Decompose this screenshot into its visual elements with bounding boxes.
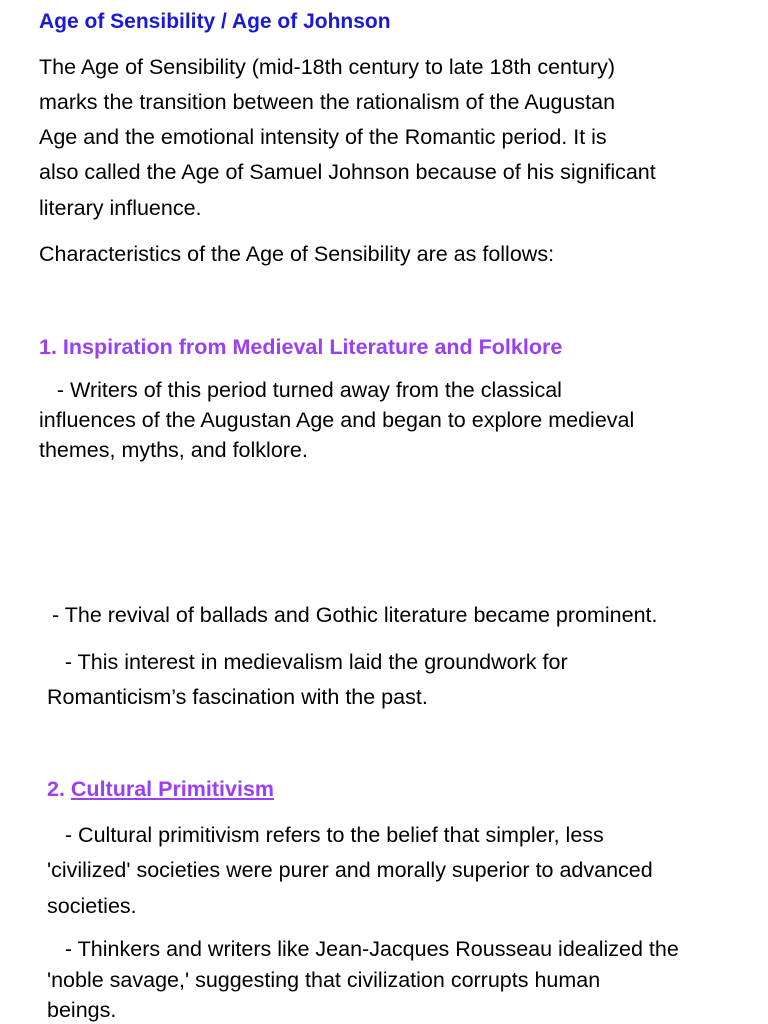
paragraph-line: 'noble savage,' suggesting that civilization corrupts human xyxy=(47,968,601,992)
section-2-number: 2. xyxy=(47,777,71,801)
paragraph-line: - Cultural primitivism refers to the belief that simpler, less xyxy=(47,823,604,847)
characteristics-intro: Characteristics of the Age of Sensibility are as follows: xyxy=(39,242,555,266)
section-1-heading: 1. Inspiration from Medieval Literature and Folklore xyxy=(39,335,563,359)
paragraph-line: - Thinkers and writers like Jean-Jacques Rousseau idealized the xyxy=(47,937,679,961)
section-2-heading xyxy=(47,779,274,801)
paragraph-line: - Writers of this period turned away from the classical xyxy=(39,378,562,402)
paragraph-line: societies. xyxy=(47,894,137,918)
paragraph-line: themes, myths, and folklore. xyxy=(39,438,308,462)
paragraph-line: Romanticism’s fascination with the past. xyxy=(47,685,428,709)
section-1-paragraph-2: - The revival of ballads and Gothic literature became prominent. xyxy=(52,603,658,627)
intro-line: The Age of Sensibility (mid-18th century to late 18th century) xyxy=(39,55,616,79)
intro-line: marks the transition between the rationalism of the Augustan xyxy=(39,90,616,114)
intro-line: also called the Age of Samuel Johnson because of his significant xyxy=(39,160,656,184)
paragraph-line: influences of the Augustan Age and began to explore medieval xyxy=(39,408,635,432)
page-title: Age of Sensibility / Age of Johnson xyxy=(39,10,391,33)
paragraph-line: - This interest in medievalism laid the groundwork for xyxy=(47,650,568,674)
paragraph-line: beings. xyxy=(47,998,117,1022)
paragraph-line: 'civilized' societies were purer and morally superior to advanced xyxy=(47,858,653,882)
intro-line: literary influence. xyxy=(39,196,202,220)
intro-line: Age and the emotional intensity of the Romantic period. It is xyxy=(39,125,607,149)
cultural-primitivism-link[interactable]: Cultural Primitivism xyxy=(70,777,275,801)
